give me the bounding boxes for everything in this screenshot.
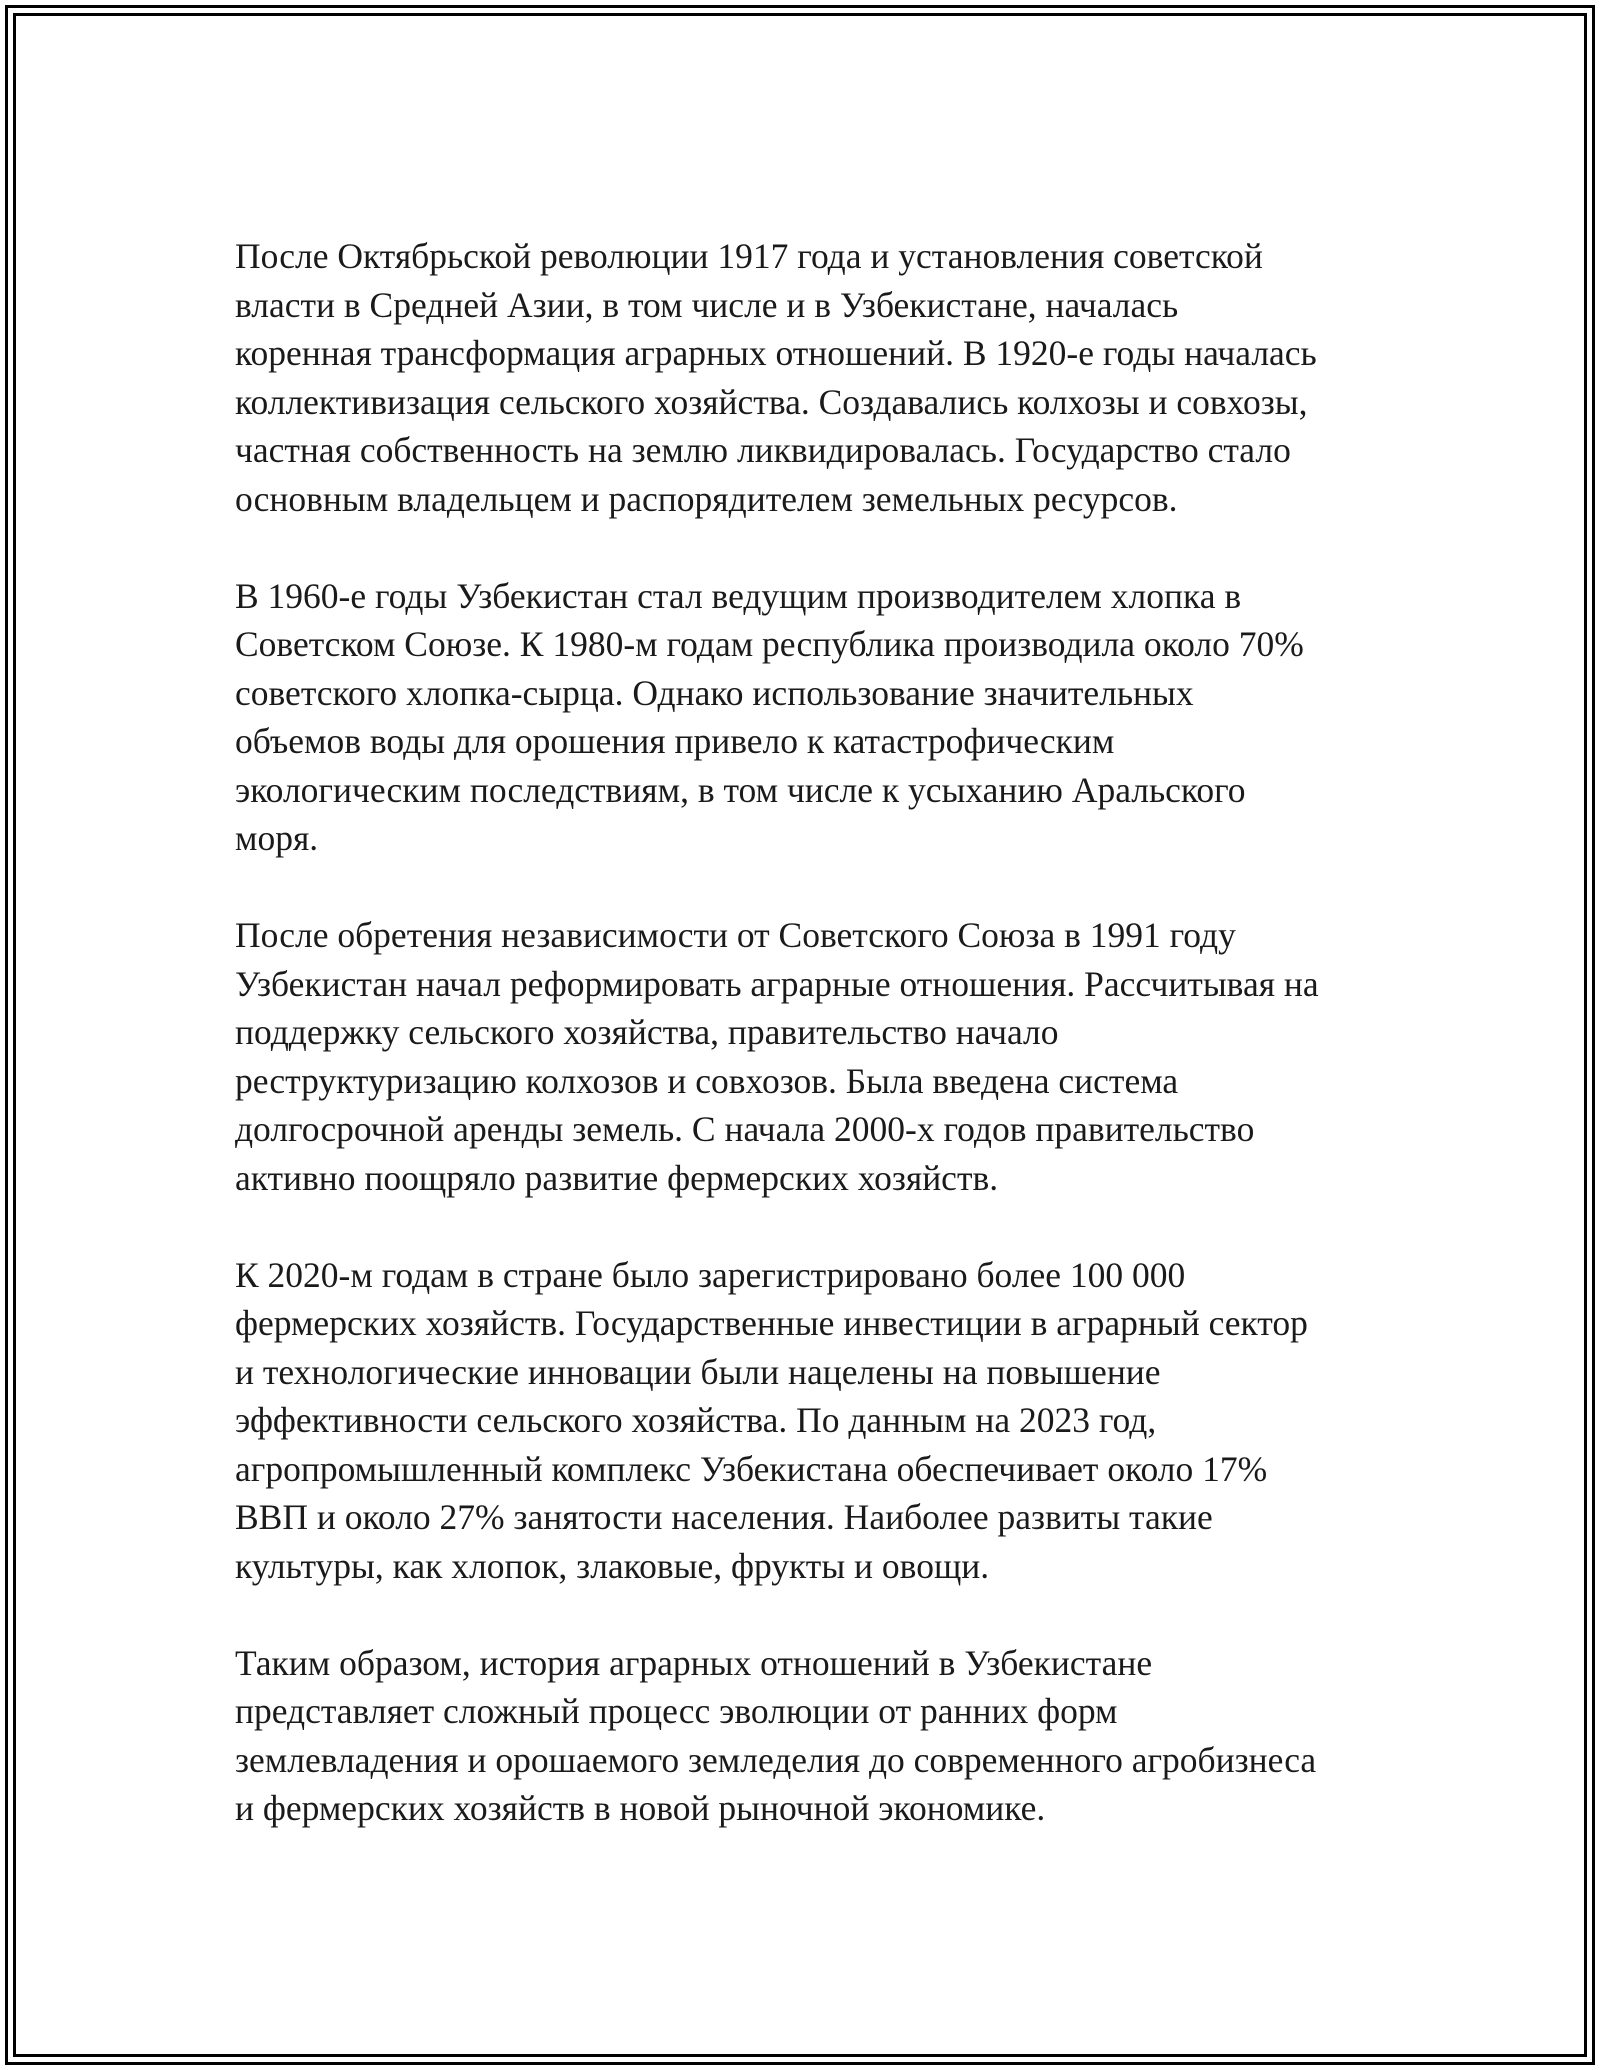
paragraph-conclusion: Таким образом, история аграрных отношений в Узбекистане представляет сложный процесс эволюции от ранних форм землевладения и орошаемого земледелия до современного агробизнеса и фермерских хозяйств в новой рыночной экономике. [235, 1642, 1317, 1828]
paragraph-cotton-production: В 1960-е годы Узбекистан стал ведущим производителем хлопка в Советском Союзе. К 1980-м годам республика производила около 70% советского хлопка-сырца. Однако использование значительных объемов воды для орошения привело к катастрофическим экологическим последствиям, в том числе к усыханию Аральского моря. [235, 575, 1304, 858]
document-body [235, 232, 1365, 1881]
paragraph-independence-reforms: После обретения независимости от Советского Союза в 1991 году Узбекистан начал реформировать аграрные отношения. Рассчитывая на поддержку сельского хозяйства, правительство начало реструктуризацию колхозов и совхозов. Была введена система долгосрочной аренды земель. С начала 2000-х годов правительство активно поощряло развитие фермерских хозяйств. [235, 915, 1319, 1198]
paragraph-modern-farming: К 2020-м годам в стране было зарегистрировано более 100 000 фермерских хозяйств. Государственные инвестиции в аграрный сектор и технологические инновации были нацелены на повышение эффективности сельского хозяйства. По данным на 2023 год, агропромышленный комплекс Узбекистана обеспечивает около 17% ВВП и около 27% занятости населения. Наиболее развиты такие культуры, как хлопок, злаковые, фрукты и овощи. [235, 1254, 1308, 1586]
paragraph-soviet-collectivization: После Октябрьской революции 1917 года и установления советской власти в Средней Азии, в том числе и в Узбекистане, началась коренная трансформация аграрных отношений. В 1920-е годы началась коллективизация сельского хозяйства. Создавались колхозы и совхозы, частная собственность на землю ликвидировалась. Государство стало основным владельцем и распорядителем земельных ресурсов. [235, 236, 1317, 519]
